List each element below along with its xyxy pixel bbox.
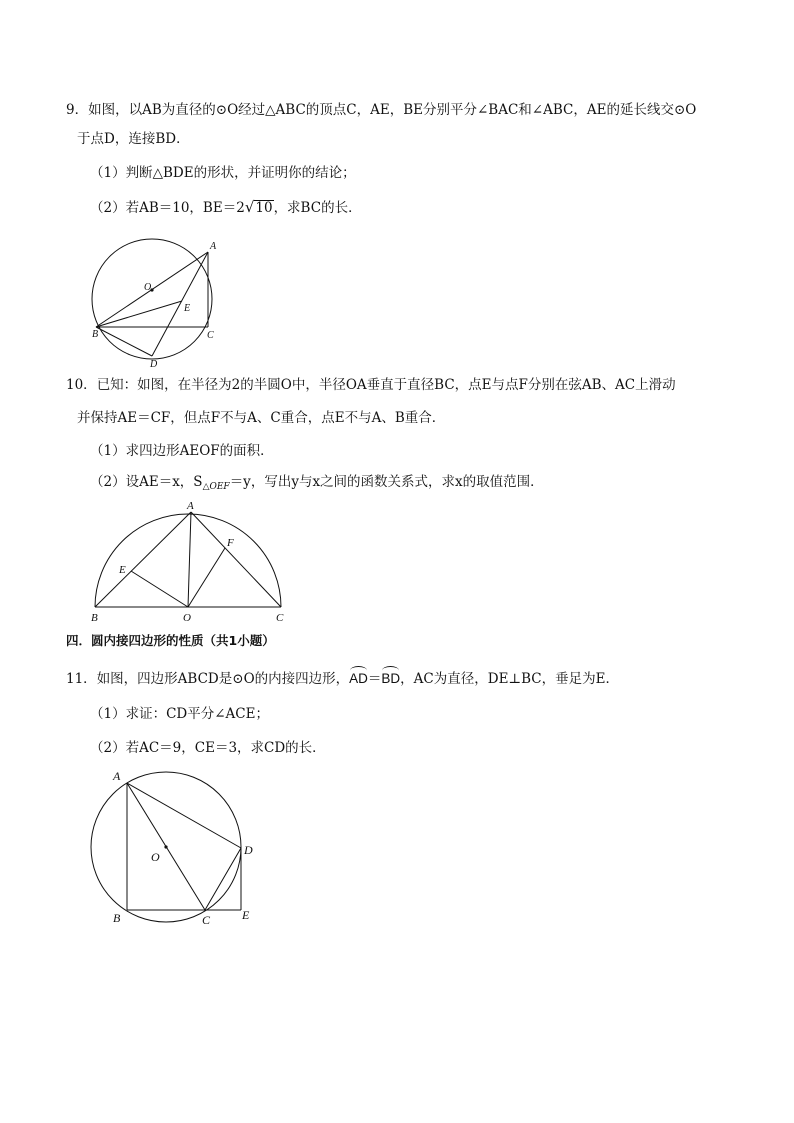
q9-label-c: C bbox=[207, 330, 214, 341]
q11-label-o: O bbox=[151, 850, 160, 864]
q10-line-1 bbox=[66, 376, 676, 394]
q11-label-d: D bbox=[244, 843, 253, 857]
q9-label-a: A bbox=[210, 241, 217, 252]
q9-figure bbox=[80, 232, 240, 372]
q11-label-e: E bbox=[242, 908, 250, 922]
q9-number: 9． bbox=[66, 102, 89, 118]
q10-part-2-text-a: （2）设AE＝x，S bbox=[90, 474, 203, 490]
q9-line-1 bbox=[66, 101, 696, 119]
q11-line-1 bbox=[66, 670, 619, 688]
q11-number: 11． bbox=[66, 671, 97, 687]
q11-arc-bd: BD bbox=[381, 671, 401, 686]
q10-segment-of bbox=[188, 548, 225, 607]
q9-line-2: 于点D，连接BD． bbox=[77, 131, 190, 147]
q10-label-o: O bbox=[183, 612, 191, 624]
q10-label-a: A bbox=[187, 500, 194, 512]
q9-label-b: B bbox=[92, 329, 99, 340]
q11-text-1b: ，AC为直径，DE⊥BC，垂足为E． bbox=[400, 671, 619, 687]
q11-label-b: B bbox=[113, 911, 121, 925]
q9-segment-ad bbox=[152, 252, 208, 356]
q9-circle bbox=[92, 239, 212, 359]
q11-equals: ＝ bbox=[367, 671, 382, 687]
q10-segment-oe bbox=[131, 571, 188, 607]
q10-subscript: △OEF bbox=[202, 482, 230, 492]
q9-label-d: D bbox=[150, 359, 158, 370]
q11-label-c: C bbox=[202, 913, 211, 927]
q10-figure bbox=[84, 498, 294, 626]
q10-line-2: 并保持AE＝CF，但点F不与A、C重合，点E不与A、B重合． bbox=[77, 410, 446, 426]
q11-part-1: （1）求证：CD平分∠ACE； bbox=[90, 706, 269, 722]
q9-part-2-text-a: （2）若AB＝10，BE＝2 bbox=[90, 200, 245, 216]
section-title: 四．圆内接四边形的性质（共1小题） bbox=[66, 633, 275, 648]
q11-part-2: （2）若AC＝9，CE＝3，求CD的长． bbox=[90, 740, 326, 756]
q11-segment-ad bbox=[127, 783, 241, 848]
q10-label-b: B bbox=[91, 612, 98, 624]
q11-center-dot bbox=[164, 845, 167, 848]
q10-label-c: C bbox=[276, 612, 284, 624]
q10-segment-oa bbox=[188, 512, 191, 607]
q9-part-2 bbox=[90, 198, 362, 217]
q10-segment-ab bbox=[95, 512, 191, 607]
q10-number: 10． bbox=[66, 377, 97, 393]
q9-part-1: （1）判断△BDE的形状，并证明你的结论； bbox=[90, 165, 356, 181]
q10-part-1: （1）求四边形AEOF的面积． bbox=[90, 443, 274, 459]
q11-figure bbox=[80, 764, 270, 930]
q9-part-2-text-b: ，求BC的长． bbox=[273, 200, 362, 216]
q10-text-1: 已知：如图，在半径为2的半圆O中，半径OA垂直于直径BC，点E与点F分别在弦AB、AC上滑动 bbox=[96, 377, 676, 393]
q11-segment-cd bbox=[205, 848, 241, 910]
q10-part-2 bbox=[90, 473, 544, 496]
q11-arc-ad: AD bbox=[349, 671, 368, 686]
q9-text-1: 如图，以AB为直径的⊙O经过△ABC的顶点C，AE，BE分别平分∠BAC和∠ABC，AE的延长线交⊙O bbox=[88, 102, 697, 118]
q9-segment-be bbox=[96, 301, 182, 327]
q11-text-1a: 如图，四边形ABCD是⊙O的内接四边形， bbox=[96, 671, 350, 687]
q10-part-2-text-b: ＝y，写出y与x之间的函数关系式，求x的取值范围． bbox=[229, 474, 544, 490]
q10-label-f: F bbox=[227, 537, 234, 549]
q9-label-o: O bbox=[144, 282, 152, 293]
q11-label-a: A bbox=[113, 769, 121, 783]
sqrt-sign: √ bbox=[244, 198, 255, 216]
q9-radicand: 10 bbox=[255, 200, 273, 216]
q10-label-e: E bbox=[119, 564, 126, 576]
q9-label-e: E bbox=[184, 303, 191, 314]
